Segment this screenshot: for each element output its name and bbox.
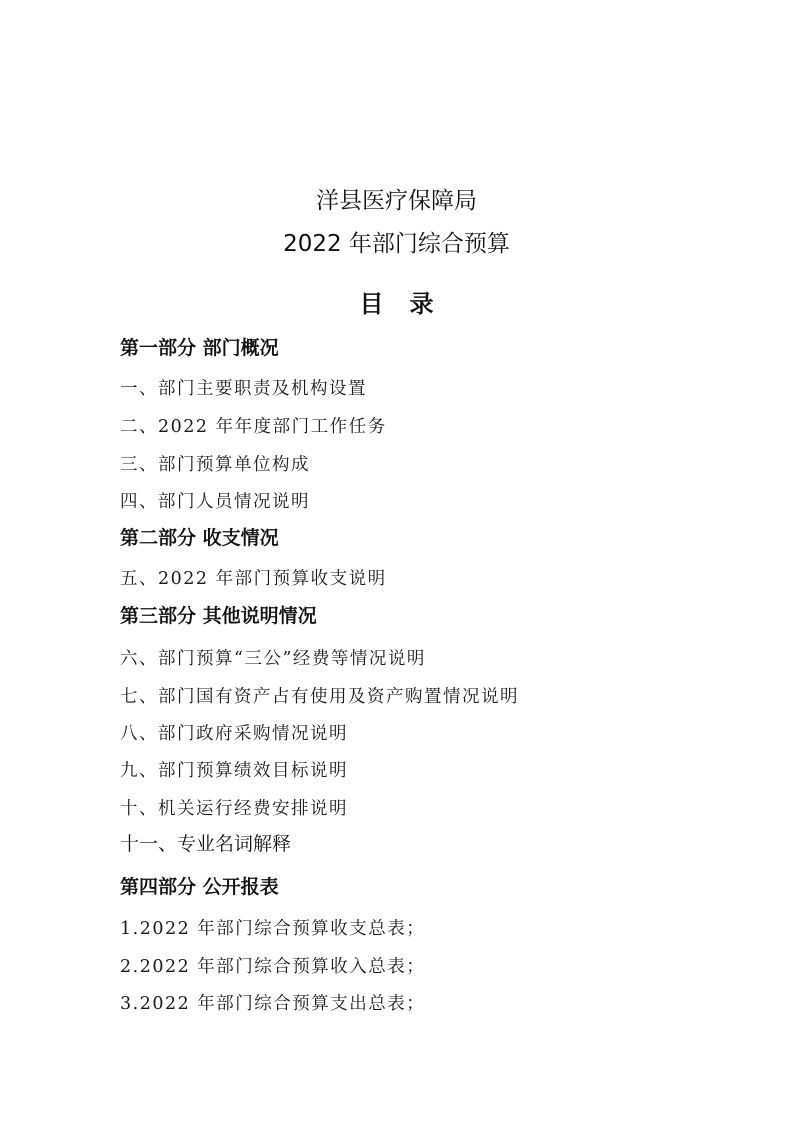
document-title-budget: 2022 年部门综合预算 bbox=[283, 231, 510, 257]
toc-item: 3.2022 年部门综合预算支出总表； bbox=[120, 994, 426, 1014]
toc-item: 1.2022 年部门综合预算收支总表； bbox=[120, 919, 426, 939]
toc-item: 二、2022 年年度部门工作任务 bbox=[120, 417, 387, 437]
toc-item: 十一、专业名词解释 bbox=[120, 833, 292, 855]
toc-part-2-heading: 第二部分 收支情况 bbox=[120, 527, 279, 549]
toc-item: 五、2022 年部门预算收支说明 bbox=[120, 569, 387, 589]
toc-item: 九、部门预算绩效目标说明 bbox=[120, 761, 348, 781]
toc-part-1-heading: 第一部分 部门概况 bbox=[120, 337, 279, 359]
toc-item: 一、部门主要职责及机构设置 bbox=[120, 379, 367, 399]
document-title-org: 洋县医疗保障局 bbox=[316, 188, 477, 214]
toc-item: 四、部门人员情况说明 bbox=[120, 492, 310, 512]
toc-item: 三、部门预算单位构成 bbox=[120, 455, 310, 475]
toc-part-3-heading: 第三部分 其他说明情况 bbox=[120, 605, 317, 627]
toc-heading: 目录 bbox=[359, 289, 460, 318]
toc-item: 八、部门政府采购情况说明 bbox=[120, 724, 348, 744]
toc-item: 七、部门国有资产占有使用及资产购置情况说明 bbox=[120, 687, 519, 707]
toc-item: 2.2022 年部门综合预算收入总表； bbox=[120, 957, 426, 977]
toc-item: 六、部门预算“三公”经费等情况说明 bbox=[120, 649, 426, 669]
toc-item: 十、机关运行经费安排说明 bbox=[120, 799, 348, 819]
toc-part-4-heading: 第四部分 公开报表 bbox=[120, 876, 279, 898]
